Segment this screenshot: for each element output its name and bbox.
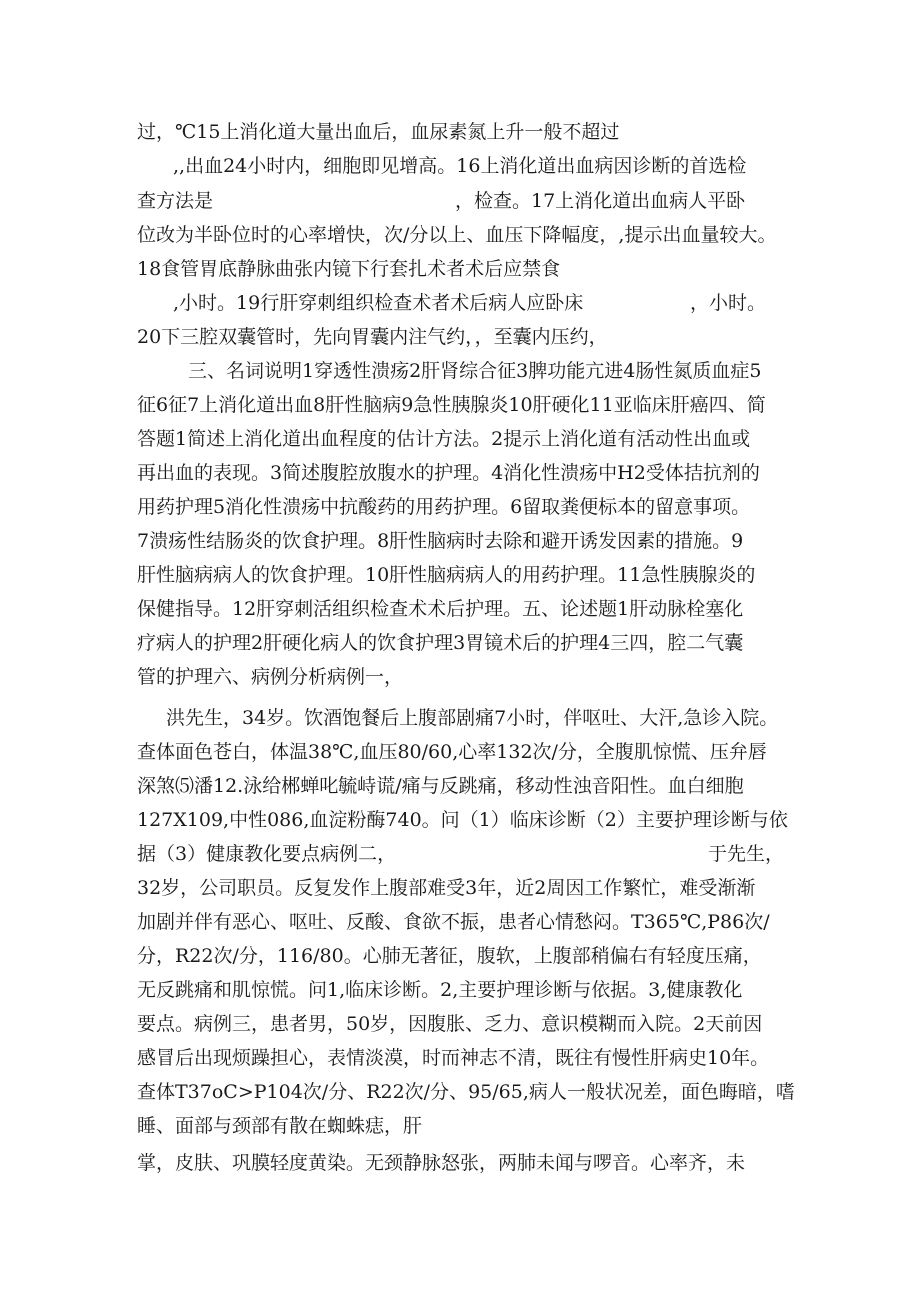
text-segment: 感冒后出现烦躁担心，表情淡漠，时而神志不清，既往有慢性肝病史10年。 <box>137 1047 770 1069</box>
text-segment: 于先生， <box>708 843 785 865</box>
text-segment: 查体T37oC>P104次/分、R22次/分、95/65,病人一般状况差，面色晦暗，嗜 <box>137 1081 795 1103</box>
text-segment: 32岁，公司职员。反复发作上腹部难受3年，近2周因工作繁忙，难受渐渐 <box>137 877 756 899</box>
text-segment: 疗病人的护理2肝硬化病人的饮食护理3胃镜术后的护理4三四，腔二气囊 <box>137 632 744 654</box>
text-segment: 20下三腔双囊管时，先向胃囊内注气约，，至囊内压约， <box>137 326 608 348</box>
text-segment: 据（3）健康教化要点病例二， <box>137 843 397 865</box>
text-segment: 深煞⑸潘12.泳给郴蝉叱毓峙谎/痛与反跳痛，移动性浊音阳性。血白细胞 <box>137 775 744 797</box>
text-segment: 睡、面部与颈部有散在蜘蛛痣，肝 <box>137 1115 423 1137</box>
text-segment: 加剧并伴有恶心、呕吐、反酸、食欲不振，患者心情愁闷。T365℃,P86次/ <box>137 911 770 933</box>
text-segment: 再出血的表现。3简述腹腔放腹水的护理。4消化性溃疡中H2受体拮抗剂的 <box>137 462 760 484</box>
text-segment: 过，℃15上消化道大量出血后，血尿素氮上升一般不超过 <box>137 121 620 143</box>
text-segment: 位改为半卧位时的心率增快，次/分以上、血压下降幅度，,提示出血量较大。 <box>137 224 777 246</box>
text-segment: 18食管胃底静脉曲张内镜下行套扎术者术后应禁食 <box>137 258 561 280</box>
text-segment: 查体面色苍白，体温38℃,血压80/60,心率132次/分，全腹肌惊慌、压弁唇 <box>137 741 767 763</box>
text-segment: ,小时。19行肝穿刺组织检查术者术后病人应卧床 <box>173 292 584 314</box>
text-segment: 答题1简述上消化道出血程度的估计方法。2提示上消化道有活动性出血或 <box>137 428 751 450</box>
text-segment: 肝性脑病病人的饮食护理。10肝性脑病病人的用药护理。11急性胰腺炎的 <box>137 564 756 586</box>
text-segment: 管的护理六、病例分析病例一， <box>137 666 404 688</box>
text-segment: ，检查。17上消化道出血病人平卧 <box>455 190 746 212</box>
text-segment: 三、名词说明1穿透性溃疡2肝肾综合征3脾功能亢进4肠性氮质血症5 <box>188 360 762 382</box>
text-segment: 无反跳痛和肌惊慌。问1,临床诊断。2,主要护理诊断与依据。3,健康教化 <box>137 979 743 1001</box>
text-segment: 127X109,中性086,血淀粉酶740。问（1）临床诊断（2）主要护理诊断与依 <box>137 809 788 831</box>
text-segment: 征6征7上消化道出血8肝性脑病9急性胰腺炎10肝硬化11亚临床肝癌四、简 <box>137 394 766 416</box>
text-segment: 要点。病例三，患者男，50岁，因腹胀、乏力、意识模糊而入院。2天前因 <box>137 1013 763 1035</box>
text-segment: 保健指导。12肝穿刺活组织检查术术后护理。五、论述题1肝动脉栓塞化 <box>137 598 744 620</box>
text-segment: ,,出血24小时内，细胞即见增高。16上消化道出血病因诊断的首选检 <box>173 155 747 177</box>
text-segment: 分，R22次/分，116/80。心肺无著征，腹软，上腹部稍偏右有轻度压痛， <box>137 945 762 967</box>
text-segment: 查方法是 <box>137 190 214 212</box>
text-segment: 7溃疡性结肠炎的饮食护理。8肝性脑病时去除和避开诱发因素的措施。9 <box>137 530 744 552</box>
text-segment: 用药护理5消化性溃疡中抗酸药的用药护理。6留取粪便标本的留意事项。 <box>137 496 751 518</box>
text-segment: 洪先生，34岁。饮酒饱餐后上腹部剧痛7小时，伴呕吐、大汗,急诊入院。 <box>166 707 779 729</box>
text-segment: ，小时。 <box>690 292 767 314</box>
text-segment: 掌，皮肤、巩膜轻度黄染。无颈静脉怒张，两肺未闻与啰音。心率齐，未 <box>137 1152 746 1174</box>
